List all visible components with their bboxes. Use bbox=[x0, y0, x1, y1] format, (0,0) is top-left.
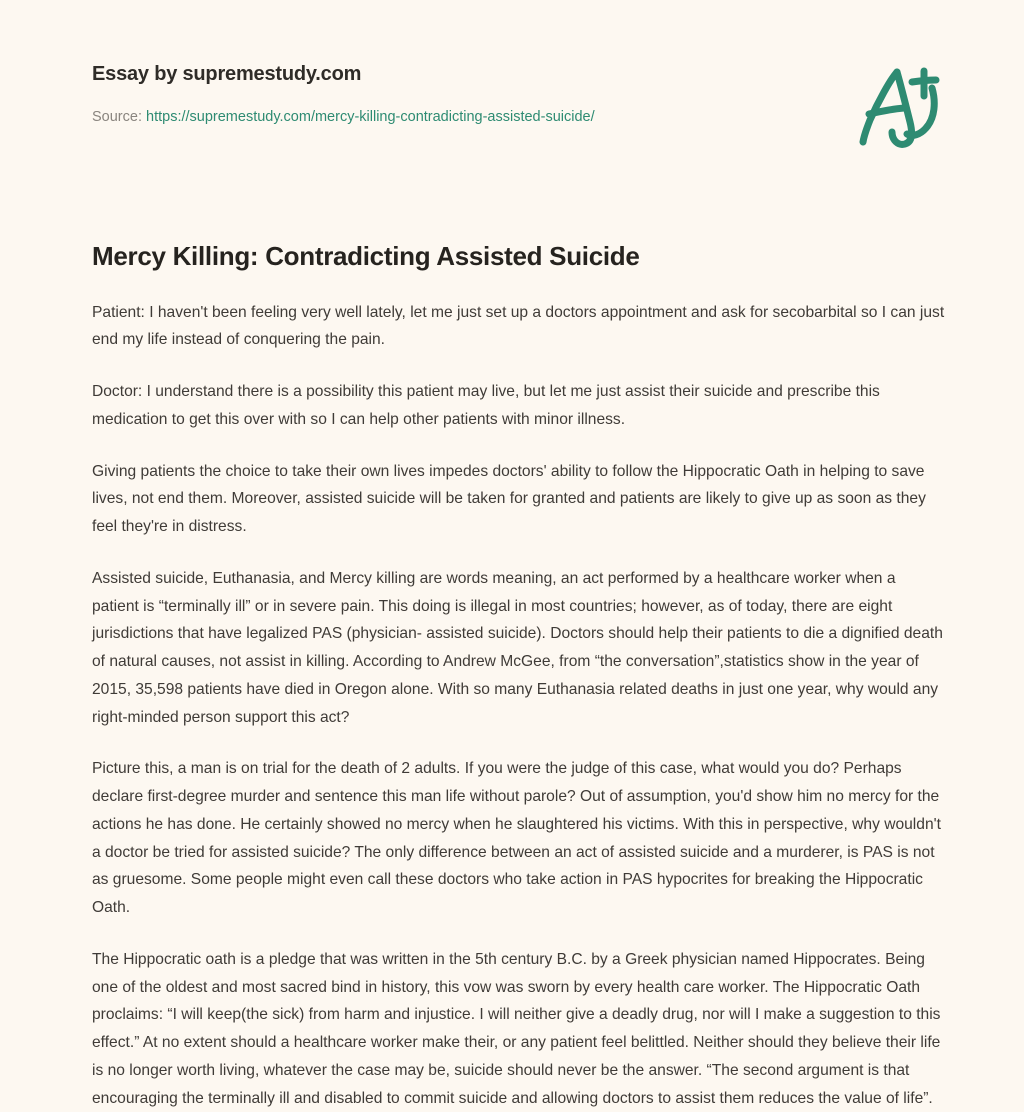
paragraph: Doctor: I understand there is a possibility this patient may live, but let me just assist their suicide and prescribe this medication to get this over with so I can help other patients with minor illness. bbox=[92, 378, 945, 434]
source-line bbox=[92, 108, 944, 127]
article-body bbox=[92, 273, 945, 1112]
paragraph: Giving patients the choice to take their own lives impedes doctors' ability to follow the Hippocratic Oath in helping to save lives, not end them. Moreover, assisted suicide will be taken for granted and patients are likely to give up as soon as they feel they're in distress. bbox=[92, 458, 945, 541]
page-header bbox=[0, 0, 1024, 180]
source-label: Source: bbox=[92, 109, 142, 125]
brand-byline: Essay by supremestudy.com bbox=[92, 62, 944, 86]
paragraph: Assisted suicide, Euthanasia, and Mercy killing are words meaning, an act performed by a healthcare worker when a patient is “terminally ill” or in severe pain. This doing is illegal in most countries; however, as of today, there are eight jurisdictions that have legalized PAS (physician- assisted suicide). Doctors should help their patients to die a dignified death of natural causes, not assist in killing. According to Andrew McGee, from “the conversation”,statistics show in the year of 2015, 35,598 patients have died in Oregon alone. With so many Euthanasia related deaths in just one year, why would any right-minded person support this act? bbox=[92, 565, 945, 732]
page-title: Mercy Killing: Contradicting Assisted Suicide bbox=[92, 240, 944, 273]
a-plus-logo-icon bbox=[840, 52, 950, 162]
paragraph: Patient: I haven't been feeling very well lately, let me just set up a doctors appointment and ask for secobarbital so I can just end my life instead of conquering the pain. bbox=[92, 299, 945, 355]
source-url-link[interactable]: https://supremestudy.com/mercy-killing-contradicting-assisted-suicide/ bbox=[146, 109, 595, 125]
paragraph: The Hippocratic oath is a pledge that was written in the 5th century B.C. by a Greek physician named Hippocrates. Being one of the oldest and most sacred bind in history, this vow was sworn by every health care worker. The Hippocratic Oath proclaims: “I will keep(the sick) from harm and injustice. I will neither give a deadly drug, nor will I make a suggestion to this effect.” At no extent should a healthcare worker make their, or any patient feel belittled. Neither should they believe their life is no longer worth living, whatever the case may be, suicide should never be the answer. “The second argument is that encouraging the terminally ill and disabled to commit suicide and allowing doctors to assist them reduces the value of life”. bbox=[92, 946, 945, 1112]
paragraph: Picture this, a man is on trial for the death of 2 adults. If you were the judge of this case, what would you do? Perhaps declare first-degree murder and sentence this man life without parole? Out of assumption, you'd show him no mercy for the actions he has done. He certainly showed no mercy when he slaughtered his victims. With this in perspective, why wouldn't a doctor be tried for assisted suicide? The only difference between an act of assisted suicide and a murderer, is PAS is not as gruesome. Some people might even call these doctors who take action in PAS hypocrites for breaking the Hippocratic Oath. bbox=[92, 755, 945, 922]
